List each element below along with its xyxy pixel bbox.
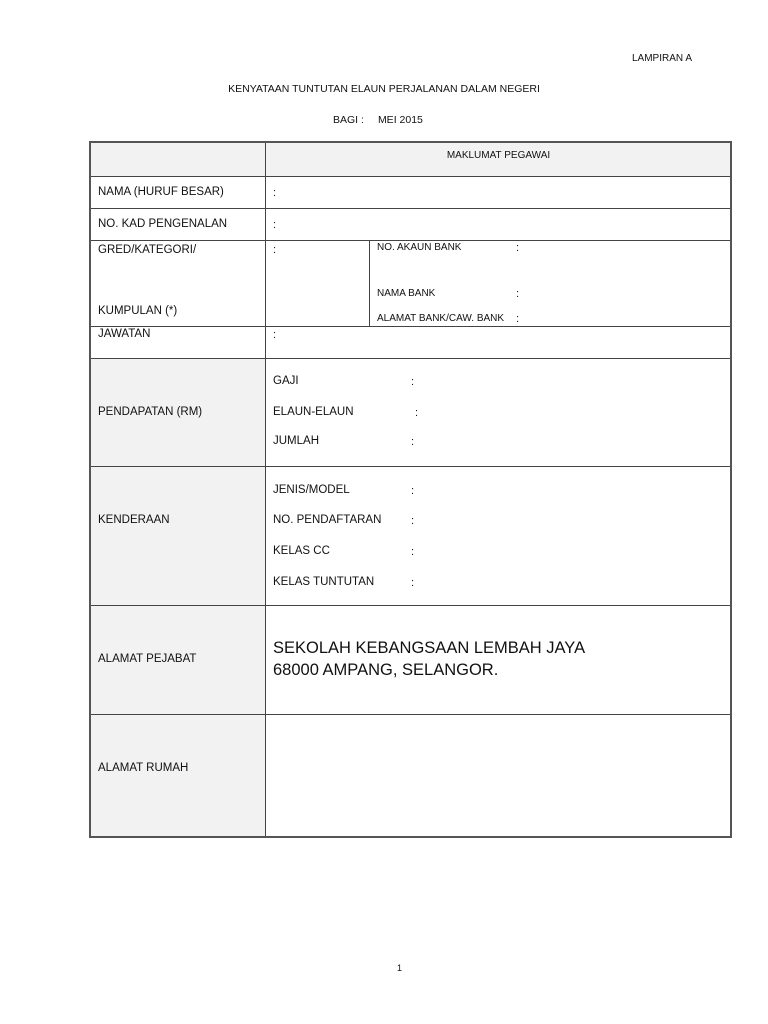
section-title: MAKLUMAT PEGAWAI [446,150,551,161]
annex-label: LAMPIRAN A [632,53,693,64]
bank-name-label: NAMA BANK [377,288,436,299]
allowance-label: ELAUN-ELAUN [273,406,354,418]
name-field[interactable]: : [273,187,277,199]
grade-field[interactable]: : [273,244,277,256]
office-address-line-1: SEKOLAH KEBANGSAAN LEMBAH JAYA [273,639,586,657]
header-label-cell [91,143,265,176]
grade-label: GRED/KATEGORI/ [98,244,197,256]
home-address-label: ALAMAT RUMAH [98,762,189,774]
cc-field[interactable]: : [411,546,415,558]
office-address-label: ALAMAT PEJABAT [98,653,197,665]
period-label: BAGI : [333,114,364,126]
home-address-field[interactable] [266,715,730,836]
position-label: JAWATAN [98,328,151,340]
officer-info-form [89,141,732,838]
bank-branch-field[interactable]: : [516,313,520,325]
page-number: 1 [397,963,403,973]
group-label: KUMPULAN (*) [98,305,178,317]
registration-label: NO. PENDAFTARAN [273,514,382,526]
claim-class-label: KELAS TUNTUTAN [273,576,375,588]
ic-field[interactable]: : [273,219,277,231]
registration-field[interactable]: : [411,515,415,527]
bank-account-field[interactable]: : [516,242,520,254]
salary-label: GAJI [273,375,299,387]
form-title: KENYATAAN TUNTUTAN ELAUN PERJALANAN DALAM NEGERI [228,83,540,95]
total-label: JUMLAH [273,435,320,447]
period-value: MEI 2015 [377,114,423,126]
office-address-line-2: 68000 AMPANG, SELANGOR. [273,661,499,679]
name-label: NAMA (HURUF BESAR) [98,186,224,198]
bank-account-label: NO. AKAUN BANK [377,242,462,253]
vehicle-model-field[interactable]: : [411,485,415,497]
income-label: PENDAPATAN (RM) [98,406,203,418]
total-field[interactable]: : [411,436,415,448]
cc-label: KELAS CC [273,545,330,557]
vehicle-model-label: JENIS/MODEL [273,484,350,496]
claim-class-field[interactable]: : [411,577,415,589]
vehicle-label: KENDERAAN [98,514,170,526]
bank-name-field[interactable]: : [516,288,520,300]
position-field[interactable]: : [273,329,277,341]
salary-field[interactable]: : [411,376,415,388]
ic-label: NO. KAD PENGENALAN [98,218,228,230]
period [333,114,423,126]
allowance-field[interactable]: : [415,407,419,419]
bank-branch-label: ALAMAT BANK/CAW. BANK [377,313,505,324]
